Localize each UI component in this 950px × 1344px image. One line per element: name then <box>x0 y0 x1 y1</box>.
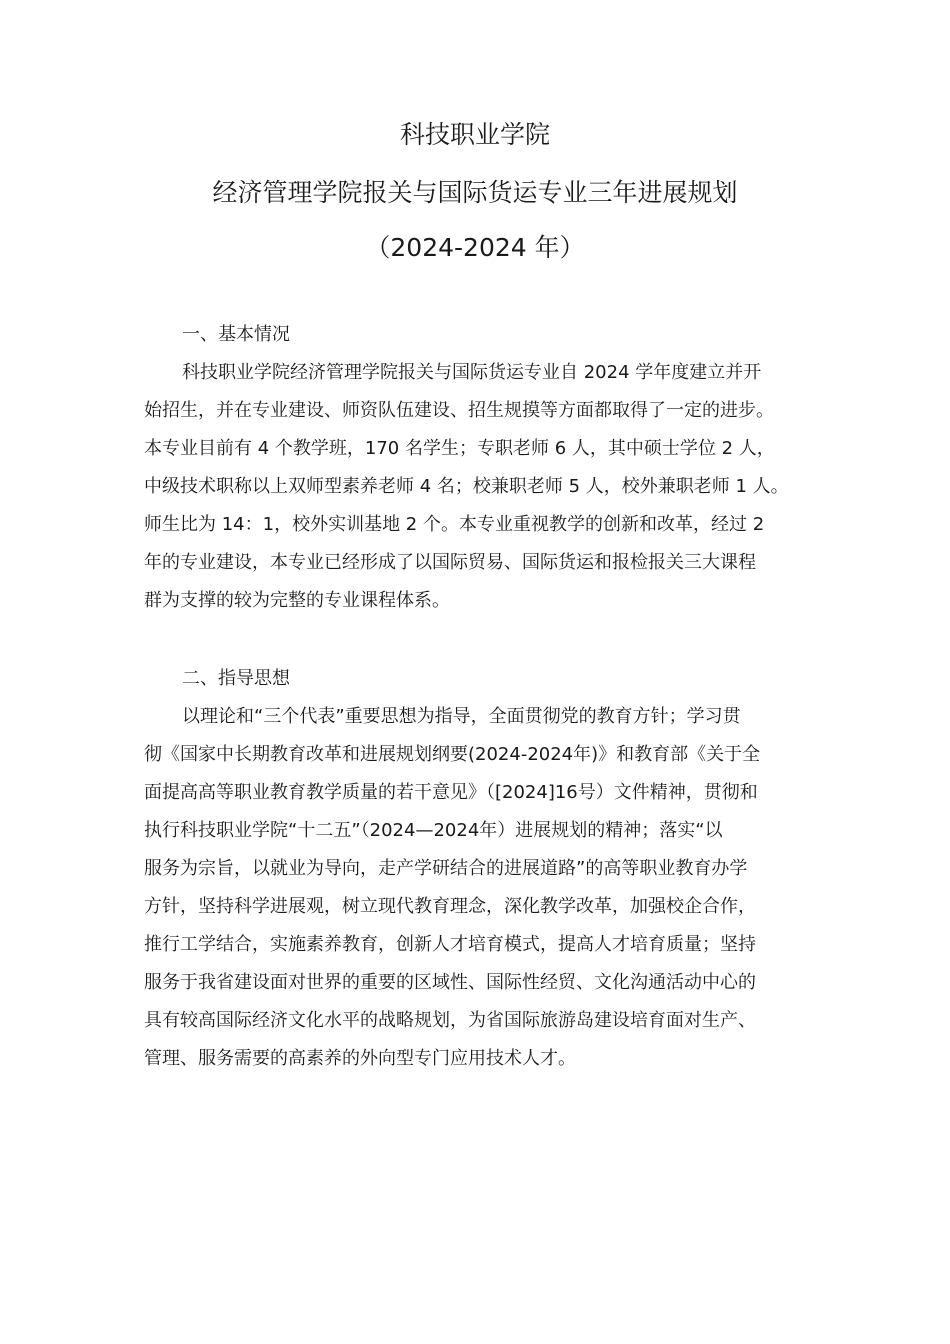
paragraph-line: 年的专业建设，本专业已经形成了以国际贸易、国际货运和报检报关三大课程 <box>144 552 756 573</box>
paragraph-line: 以理论和“三个代表”重要思想为指导，全面贯彻党的教育方针；学习贯 <box>182 706 741 727</box>
paragraph-line: 管理、服务需要的高素养的外向型专门应用技术人才。 <box>144 1048 576 1069</box>
paragraph-line: 推行工学结合，实施素养教育，创新人才培育模式，提高人才培育质量；坚持 <box>144 934 756 955</box>
paragraph-line: 科技职业学院经济管理学院报关与国际货运专业自 2024 学年度建立并开 <box>182 362 762 383</box>
paragraph-line: 具有较高国际经济文化水平的战略规划，为省国际旅游岛建设培育面对生产、 <box>144 1010 756 1031</box>
paragraph-line: 中级技术职称以上双师型素养老师 4 名；校兼职老师 5 人，校外兼职老师 1 人。 <box>144 476 789 497</box>
paragraph-line: 师生比为 14：1，校外实训基地 2 个。本专业重视教学的创新和改革，经过 2 <box>144 514 765 535</box>
paragraph-line: 面提高高等职业教育教学质量的若干意见》（[2024]16号）文件精神，贯彻和 <box>144 782 758 803</box>
school-title: 科技职业学院 <box>399 120 550 149</box>
section-heading-guiding-ideology: 二、指导思想 <box>182 668 290 689</box>
paragraph-line: 彻《国家中长期教育改革和进展规划纲要(2024-2024年)》和教育部《关于全 <box>144 744 761 765</box>
paragraph-line: 始招生，并在专业建设、师资队伍建设、招生规摸等方面都取得了一定的进步。 <box>144 400 774 421</box>
plan-title: 经济管理学院报关与国际货运专业三年进展规划 <box>212 178 738 207</box>
paragraph-line: 服务于我省建设面对世界的重要的区域性、国际性经贸、文化沟通活动中心的 <box>144 972 756 993</box>
paragraph-line: 本专业目前有 4 个教学班，170 名学生；专职老师 6 人，其中硕士学位 2 人， <box>144 438 775 459</box>
paragraph-line: 执行科技职业学院“十二五”（2024—2024年）进展规划的精神；落实“以 <box>144 820 723 841</box>
paragraph-line: 方针，坚持科学进展观，树立现代教育理念，深化教学改革，加强校企合作， <box>144 896 756 917</box>
plan-period: （2024-2024 年） <box>365 233 585 262</box>
paragraph-line: 服务为宗旨，以就业为导向，走产学研结合的进展道路”的高等职业教育办学 <box>144 858 748 879</box>
section-heading-basic-situation: 一、基本情况 <box>182 324 290 345</box>
paragraph-line: 群为支撑的较为完整的专业课程体系。 <box>144 590 450 611</box>
